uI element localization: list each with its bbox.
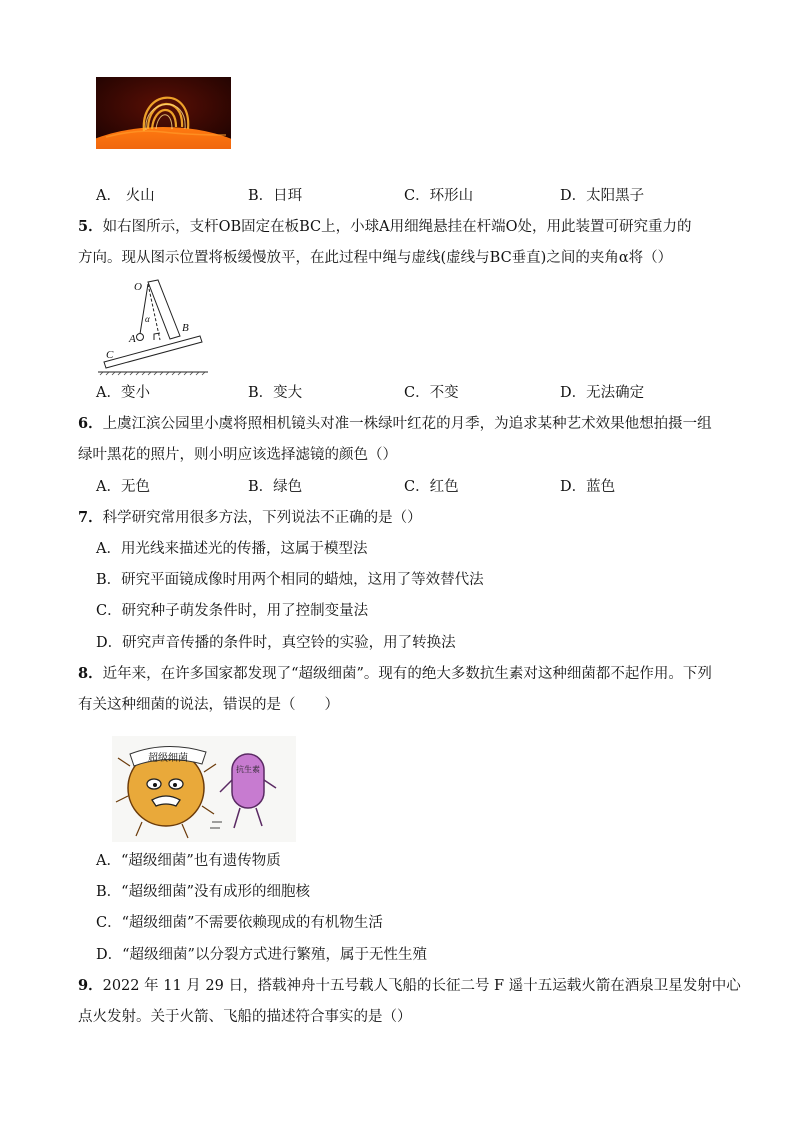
q7-option-d[interactable]: D．研究声音传播的条件时，真空铃的实验，用了转换法 bbox=[96, 635, 456, 651]
q5-option-d[interactable]: D．无法确定 bbox=[560, 385, 645, 401]
q5-option-b[interactable]: B．变大 bbox=[248, 385, 303, 401]
q8-number: 8． bbox=[78, 665, 103, 682]
q7-stem: 7．科学研究常用很多方法，下列说法不正确的是（） bbox=[78, 509, 422, 526]
q5-option-a[interactable]: A．变小 bbox=[96, 385, 150, 401]
q6-stem-line1: 6．上虞江滨公园里小虞将照相机镜头对准一株绿叶红花的月季，为追求某种艺术效果他想拍摄一组 bbox=[78, 415, 712, 432]
q8-option-b[interactable]: B．“超级细菌”没有成形的细胞核 bbox=[96, 884, 310, 900]
q9-stem-line1: 9．2022 年 11 月 29 日，搭载神舟十五号载人飞船的长征二号 F 遥十五运载火箭在酒泉卫星发射中心 bbox=[78, 977, 741, 994]
q7-option-a[interactable]: A．用光线来描述光的传播，这属于模型法 bbox=[96, 541, 368, 557]
q8-stem-line2: 有关这种细菌的说法，错误的是（ ） bbox=[78, 697, 339, 713]
q6-option-d[interactable]: D．蓝色 bbox=[560, 479, 616, 495]
q8-option-d[interactable]: D．“超级细菌”以分裂方式进行繁殖，属于无性生殖 bbox=[96, 947, 427, 963]
q7-option-b[interactable]: B．研究平面镜成像时用两个相同的蜡烛，这用了等效替代法 bbox=[96, 572, 484, 588]
q6-number: 6． bbox=[78, 415, 103, 432]
q9-number: 9． bbox=[78, 977, 103, 994]
label-o: O bbox=[134, 281, 142, 293]
q6-option-b[interactable]: B．绿色 bbox=[248, 479, 303, 495]
q5-stem-line1: 5．如右图所示，支杆OB固定在板BC上，小球A用细绳悬挂在杆端O处，用此装置可研究重力的 bbox=[78, 218, 692, 235]
q5-figure bbox=[96, 276, 211, 376]
q4-option-b[interactable]: B．日珥 bbox=[248, 188, 303, 204]
q6-stem-line2: 绿叶黑花的照片，则小明应该选择滤镜的颜色（） bbox=[78, 447, 397, 463]
q5-stem-line2: 方向。现从图示位置将板缓慢放平，在此过程中绳与虚线(虚线与BC垂直)之间的夹角α将（） bbox=[78, 250, 673, 266]
q5-options bbox=[96, 383, 736, 403]
q4-option-d[interactable]: D．太阳黑子 bbox=[560, 188, 645, 204]
q8-stem-line1: 8．近年来，在许多国家都发现了“超级细菌”。现有的绝大多数抗生素对这种细菌都不起作用。下列 bbox=[78, 665, 712, 682]
q6-options bbox=[96, 477, 736, 497]
q5-number: 5． bbox=[78, 218, 103, 235]
bacteria-banner-text: 超级细菌 bbox=[148, 753, 188, 764]
q4-option-a[interactable]: A． 火山 bbox=[96, 188, 155, 204]
super-bacteria-cartoon bbox=[112, 736, 296, 842]
q9-stem-line2: 点火发射。关于火箭、飞船的描述符合事实的是（） bbox=[78, 1009, 412, 1025]
q8-option-c[interactable]: C．“超级细菌”不需要依赖现成的有机物生活 bbox=[96, 915, 383, 931]
q6-option-c[interactable]: C．红色 bbox=[404, 479, 459, 495]
q4-option-c[interactable]: C．环形山 bbox=[404, 188, 474, 204]
label-alpha: α bbox=[145, 314, 150, 324]
q7-option-c[interactable]: C．研究种子萌发条件时，用了控制变量法 bbox=[96, 603, 369, 619]
q5-option-c[interactable]: C．不变 bbox=[404, 385, 459, 401]
q4-options bbox=[96, 186, 736, 206]
label-b: B bbox=[182, 322, 189, 334]
label-a: A bbox=[129, 333, 136, 345]
solar-prominence-image bbox=[96, 77, 231, 149]
label-c: C bbox=[106, 349, 114, 361]
q7-number: 7． bbox=[78, 509, 103, 526]
q8-option-a[interactable]: A．“超级细菌”也有遗传物质 bbox=[96, 853, 281, 869]
antibiotic-text: 抗生素 bbox=[236, 765, 260, 774]
q6-option-a[interactable]: A．无色 bbox=[96, 479, 150, 495]
